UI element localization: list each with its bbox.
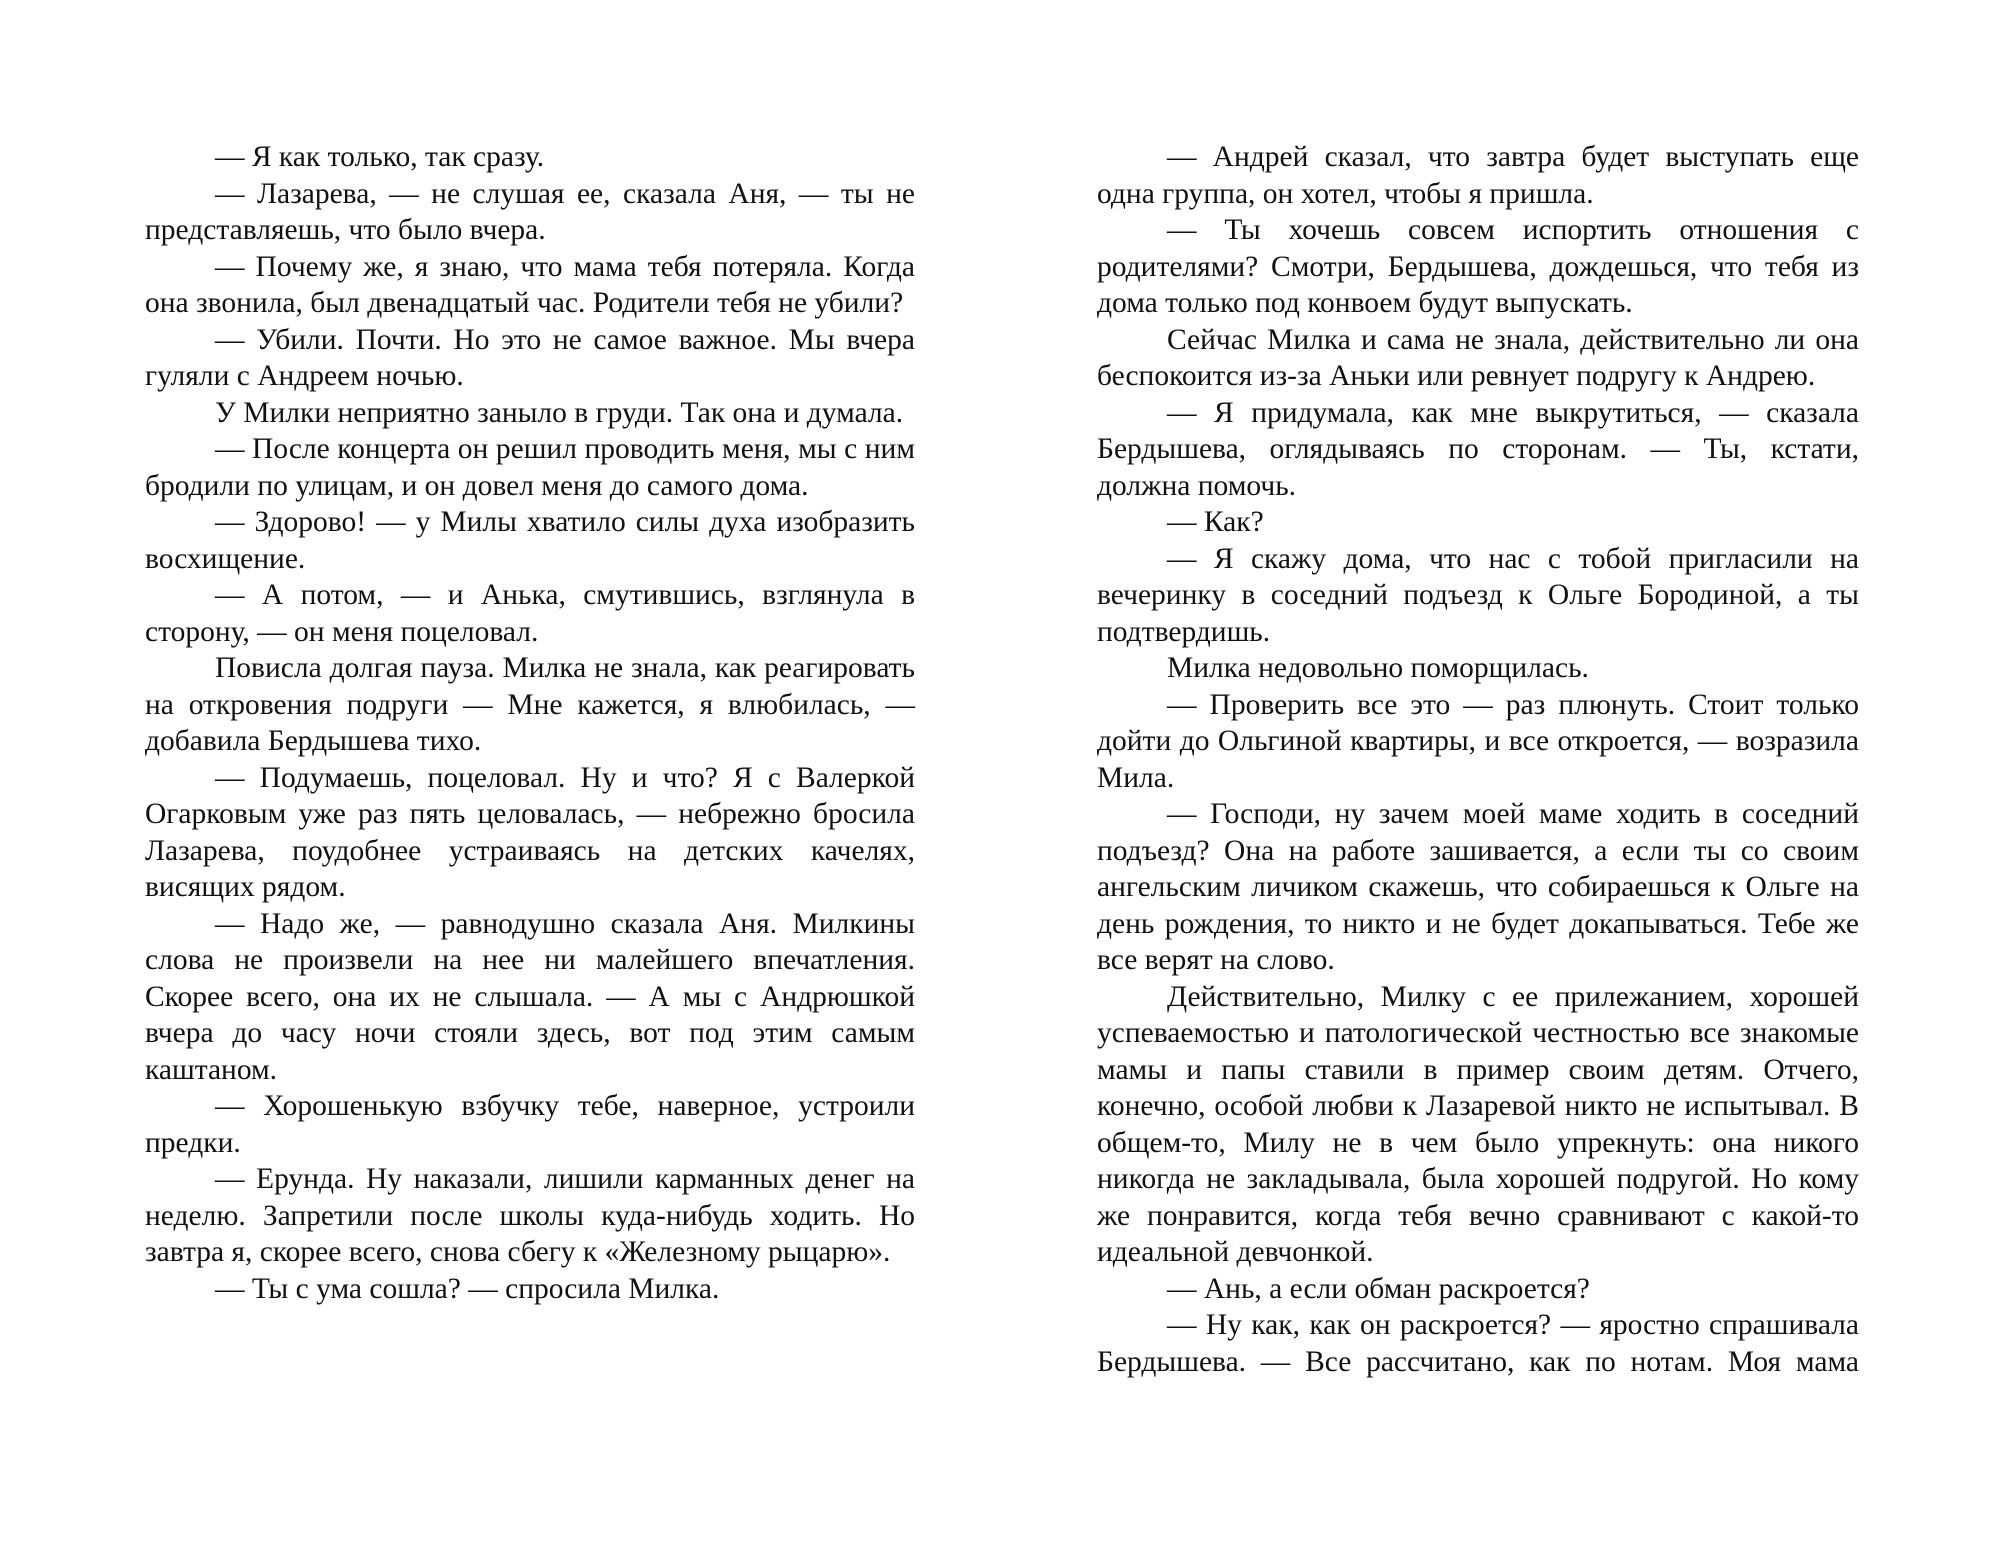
paragraph: — Я скажу дома, что нас с тобой пригласили на вечеринку в соседний подъезд к Ольге Бородиной, а ты подтвердишь. [1097, 542, 1859, 648]
paragraph: — Господи, ну зачем моей маме ходить в соседний подъезд? Она на работе зашивается, а если ты со своим ангельским личиком скажешь, что собираешься к Ольге на день рождения, то никто и не будет докапываться. Тебе же все верят на слово. [1097, 798, 1859, 976]
paragraph: — Почему же, я знаю, что мама тебя потеряла. Когда она звонила, был двенадцатый час. Родители тебя не убили? [145, 250, 915, 319]
paragraph: — Ты хочешь совсем испортить отношения с родителями? Смотри, Бердышева, дождешься, что тебя из дома только под конвоем будут выпускать. [1097, 214, 1859, 319]
paragraph: — Как? [1167, 506, 1264, 538]
right-page [1097, 139, 1859, 1380]
paragraph: — Ну как, как он раскроется? — яростно спрашивала Бердышева. — Все рассчитано, как по нотам. Моя мама [1097, 1309, 1859, 1378]
paragraph: — Подумаешь, поцеловал. Ну и что? Я с Валеркой Огарковым уже раз пять целовалась, — небрежно бросила Лазарева, поудобнее устраиваясь на детских качелях, висящих рядом. [145, 761, 915, 903]
paragraph: — Ерунда. Ну наказали, лишили карманных денег на неделю. Запретили после школы куда-нибудь ходить. Но завтра я, скорее всего, снова сбегу к «Железному рыцарю». [145, 1163, 915, 1268]
paragraph: — А потом, — и Анька, смутившись, взглянула в сторону, — он меня поцеловал. [145, 579, 915, 648]
paragraph: Действительно, Милку с ее прилежанием, хорошей успеваемостью и патологической честностью все знакомые мамы и папы ставили в пример своим детям. Отчего, конечно, особой любви к Лазаревой никто не испытывал. В общем-то, Милу не в чем было упрекнуть: она никого никогда не закладывала, была хорошей подругой. Но кому же понравится, когда тебя вечно сравнивают с какой-то идеальной девчонкой. [1097, 980, 1859, 1268]
left-page [145, 139, 915, 1307]
paragraph: Сейчас Милка и сама не знала, действительно ли она беспокоится из-за Аньки или ревнует подругу к Андрею. [1097, 323, 1859, 392]
paragraph: — Лазарева, — не слушая ее, сказала Аня, — ты не представляешь, что было вчера. [145, 177, 915, 246]
paragraph: — Я придумала, как мне выкрутиться, — сказала Бердышева, оглядываясь по сторонам. — Ты, кстати, должна помочь. [1097, 396, 1859, 502]
paragraph: — Андрей сказал, что завтра будет выступать еще одна группа, он хотел, чтобы я пришла. [1097, 141, 1859, 210]
paragraph: — Убили. Почти. Но это не самое важное. Мы вчера гуляли с Андреем ночью. [145, 323, 915, 392]
paragraph: — Ань, а если обман раскроется? [1167, 1272, 1590, 1305]
paragraph: — Надо же, — равнодушно сказала Аня. Милкины слова не произвели на нее ни малейшего впечатления. Скорее всего, она их не слышала. — А мы с Андрюшкой вчера до часу ночи стояли здесь, вот под этим самым каштаном. [145, 907, 915, 1086]
paragraph: Повисла долгая пауза. Милка не знала, как реагировать на откровения подруги — Мне кажется, я влюбилась, — добавила Бердышева тихо. [145, 652, 915, 757]
paragraph: — Ты с ума сошла? — спросила Милка. [215, 1272, 720, 1305]
paragraph: — Проверить все это — раз плюнуть. Стоит только дойти до Ольгиной квартиры, и все откроется, — возразила Мила. [1097, 688, 1859, 794]
paragraph: — Я как только, так сразу. [215, 141, 545, 173]
paragraph: — Хорошенькую взбучку тебе, наверное, устроили предки. [145, 1090, 915, 1159]
paragraph: Милка недовольно поморщилась. [1167, 652, 1589, 684]
paragraph: — После концерта он решил проводить меня, мы с ним бродили по улицам, и он довел меня до самого дома. [145, 433, 915, 502]
paragraph: — Здорово! — у Милы хватило силы духа изобразить восхищение. [145, 506, 915, 575]
paragraph: У Милки неприятно заныло в груди. Так она и думала. [215, 396, 904, 429]
